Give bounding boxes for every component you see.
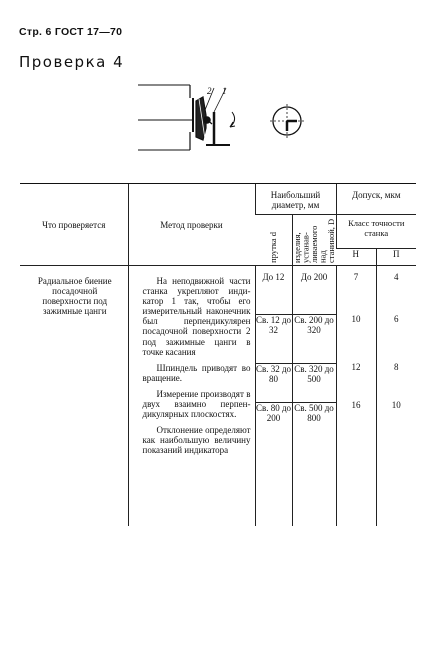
method-paragraph: На неподвижной части станка укрепляют индикатор 1 так, чтобы его измерительный наконечник был перпендикулярен посадочной поверхности 2 под зажимные цанги в точке касания	[142, 276, 251, 357]
col-h-header: Н	[352, 249, 360, 260]
figure-label-2: 2	[207, 86, 212, 96]
product-diameter-column	[292, 266, 336, 469]
product-diameter-cell: Св. 500 до 800	[293, 402, 336, 445]
tolerance-h-cell: 12	[351, 362, 361, 373]
tolerance-h-column	[336, 266, 376, 469]
col-product-header	[292, 215, 336, 266]
tolerance-h-cell: 16	[351, 400, 361, 411]
col-rod-header	[255, 215, 292, 266]
section-title: Проверка 4	[19, 53, 125, 71]
tolerance-h-cell: 10	[351, 314, 361, 325]
rod-diameter-cell: Св. 32 до 80	[256, 363, 292, 402]
col-what-header: Что проверяется	[20, 184, 128, 266]
page-header: Стр. 6 ГОСТ 17—70	[19, 26, 123, 38]
col-rod-label: прутка d	[268, 232, 278, 263]
product-diameter-cell: До 200	[300, 272, 328, 283]
table-filler-cell	[376, 468, 416, 526]
rod-diameter-column	[255, 266, 292, 469]
method-paragraph: Отклонение определяют как наибольшую величину показаний индикатора	[142, 425, 251, 456]
col-method-header: Метод проверки	[128, 184, 255, 266]
col-tolerance-header: Допуск, мкм	[336, 184, 416, 215]
method-paragraph: Шпиндель приводят во вращение.	[142, 362, 251, 383]
table-filler-cell	[255, 468, 292, 526]
figure-label-1: 1	[222, 86, 227, 96]
rod-diameter-cell: Св. 80 до 200	[256, 402, 292, 445]
table-filler-cell	[292, 468, 336, 526]
product-diameter-cell: Св. 320 до 500	[293, 363, 336, 402]
tolerance-p-cell: 6	[394, 314, 399, 325]
tolerance-h-cell: 7	[353, 272, 359, 283]
method-paragraph: Измерение производят в двух взаимно перпендикулярных плоскостях.	[142, 388, 251, 420]
tolerance-p-cell: 8	[394, 362, 399, 373]
tolerance-p-cell: 4	[394, 272, 399, 283]
checked-item: Радиальное биение посадочной поверхности под зажимные цанги	[37, 276, 112, 317]
method-text	[128, 266, 255, 469]
col-class-header: Класс точности станка	[336, 215, 416, 249]
table-filler-cell	[20, 468, 128, 526]
rod-diameter-cell: До 12	[262, 272, 285, 283]
tolerance-p-column	[376, 266, 416, 469]
col-product-label: изделия, устанавливаемого над станиной, D	[291, 218, 336, 263]
col-p-header: П	[376, 249, 416, 266]
inspection-table	[20, 183, 416, 526]
rod-diameter-cell: Св. 12 до 32	[256, 314, 292, 363]
table-filler-cell	[336, 468, 376, 526]
tolerance-p-cell: 10	[391, 400, 401, 411]
col-max-diameter-header: Наибольший диаметр, мм	[255, 184, 336, 215]
product-diameter-cell: Св. 200 до 320	[293, 314, 336, 363]
table-filler-cell	[128, 468, 255, 526]
